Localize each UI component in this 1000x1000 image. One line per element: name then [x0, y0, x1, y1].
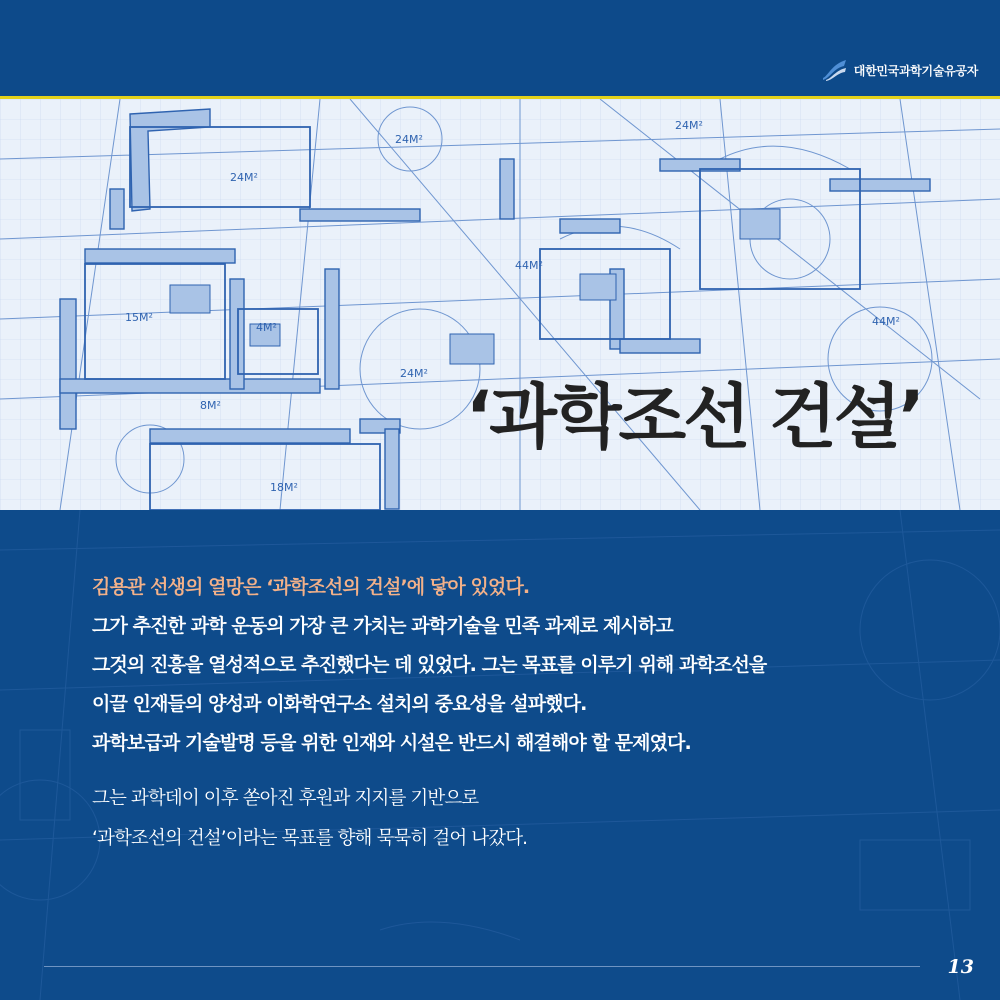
text-line: 그가 추진한 과학 운동의 가장 큰 가치는 과학기술을 민족 과제로 제시하고	[92, 615, 673, 637]
brand-header	[820, 58, 978, 82]
text-line: 그것의 진흥을 열성적으로 추진했다는 데 있었다. 그는 목표를 이루기 위해 과학조선을	[92, 654, 767, 676]
footer-divider	[44, 966, 920, 967]
plan-label: 24M²	[395, 133, 423, 146]
highlight-line: 김용관 선생의 열망은 ‘과학조선의 건설’에 닿아 있었다.	[92, 576, 530, 598]
brand-name: 대한민국과학기술유공자	[853, 63, 978, 78]
page-title: ‘과학조선 건설’	[465, 376, 922, 458]
plan-label: 15M²	[125, 311, 153, 324]
plan-label: 44M²	[872, 315, 900, 328]
plan-label: 24M²	[400, 367, 428, 380]
plan-label: 24M²	[675, 119, 703, 132]
plan-label: 8M²	[200, 399, 221, 412]
paragraph-secondary	[92, 779, 952, 859]
text-line: 과학보급과 기술발명 등을 위한 인재와 시설은 반드시 해결해야 할 문제였다.	[92, 732, 691, 754]
text-line: ‘과학조선의 건설’이라는 목표를 향해 묵묵히 걸어 나갔다.	[92, 828, 528, 849]
ribbon-logo-icon	[820, 58, 848, 82]
plan-label: 44M²	[515, 259, 543, 272]
paragraph-main	[92, 568, 952, 763]
page-number: 13	[947, 956, 974, 978]
plan-label: 24M²	[230, 171, 258, 184]
body-text	[92, 568, 952, 859]
text-line: 그는 과학데이 이후 쏟아진 후원과 지지를 기반으로	[92, 788, 479, 809]
plan-label: 18M²	[270, 481, 298, 494]
plan-label: 4M²	[256, 321, 277, 334]
text-line: 이끌 인재들의 양성과 이화학연구소 설치의 중요성을 설파했다.	[92, 693, 587, 715]
